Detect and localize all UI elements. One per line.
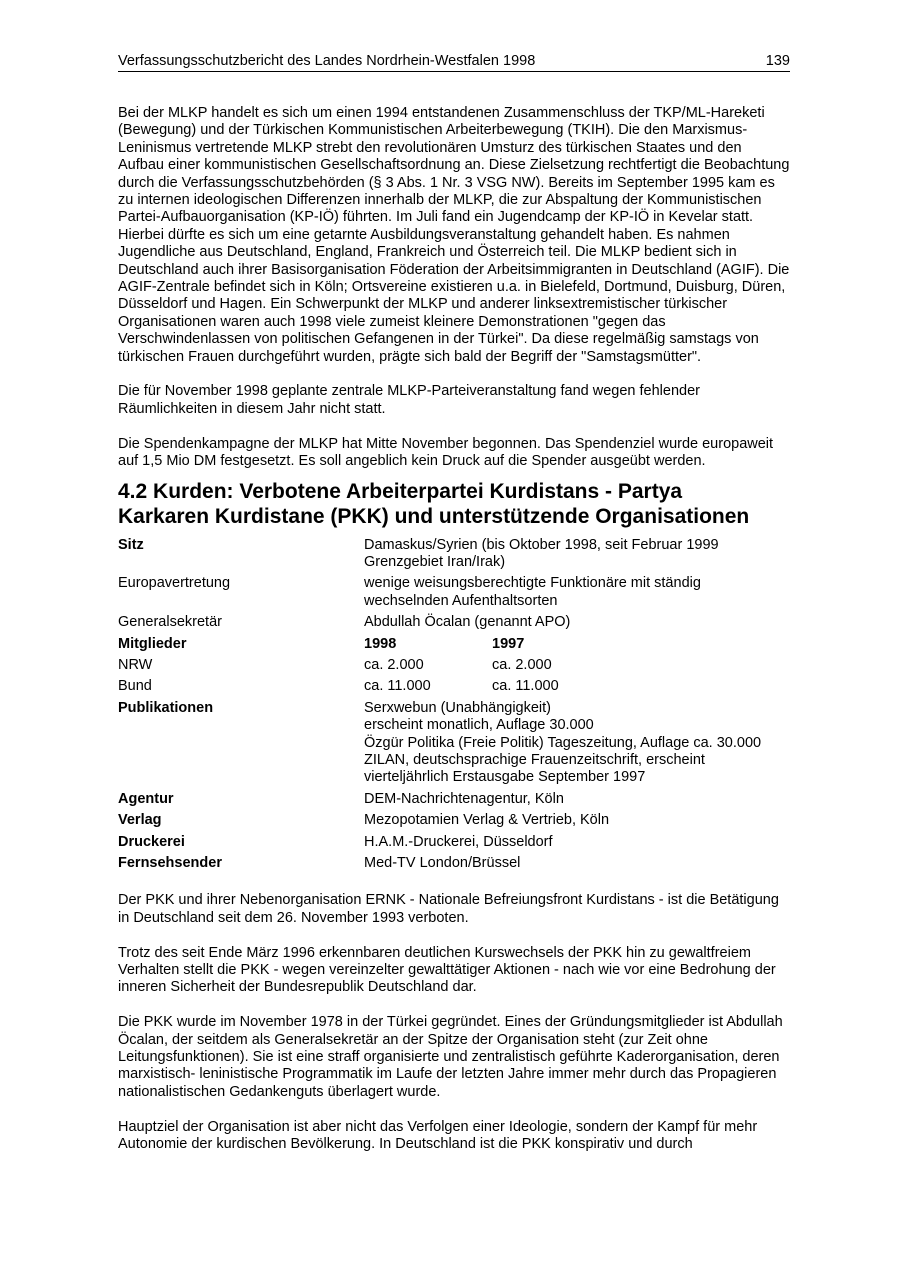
- info-label: Publikationen: [118, 699, 214, 716]
- info-label: Druckerei: [118, 833, 185, 850]
- info-label: Generalsekretär: [118, 614, 222, 631]
- paragraph: Der PKK und ihrer Nebenorganisation ERNK - Nationale Befreiungsfront Kurdistans - ist die Betätigung in Deutschland seit dem 26. November 1993 verboten.: [118, 892, 779, 926]
- organization-info-table: [118, 537, 790, 877]
- year-header: 1998: [364, 635, 397, 652]
- info-value: DEM-Nachrichtenagentur, Köln: [364, 790, 564, 807]
- info-label: Verlag: [118, 812, 162, 829]
- section-heading: [118, 479, 790, 529]
- info-value: [364, 700, 790, 791]
- member-count: ca. 11.000: [364, 678, 431, 695]
- info-value-line: wenige weisungsberechtigte Funktionäre mit ständig: [364, 575, 701, 592]
- info-row-sitz: [118, 537, 790, 576]
- page-body: [118, 105, 790, 1171]
- paragraph: Trotz des seit Ende März 1996 erkennbaren deutlichen Kurswechsels der PKK hin zu gewaltfreiem Verhalten stellt die PKK - wegen vereinzelter gewalttätiger Aktionen - nach wie vor eine Bedrohung der inneren Sicherheit der Bundesrepublik Deutschland dar.: [118, 944, 776, 996]
- info-label: Europavertretung: [118, 575, 231, 592]
- info-row-bund: [118, 678, 790, 699]
- info-value: [364, 575, 790, 614]
- info-label: NRW: [118, 656, 153, 673]
- info-label: Mitglieder: [118, 635, 187, 652]
- info-value-line: ZILAN, deutschsprachige Frauenzeitschrift, erscheint: [364, 751, 705, 768]
- info-row-agentur: [118, 791, 790, 812]
- paragraph: Hauptziel der Organisation ist aber nicht das Verfolgen einer Ideologie, sondern der Kampf für mehr Autonomie der kurdischen Bevölkerung. In Deutschland ist die PKK konspirativ und durch: [118, 1118, 758, 1153]
- info-row-europavertretung: [118, 575, 790, 614]
- section-heading-line: 4.2 Kurden: Verbotene Arbeiterpartei Kurdistans - Partya: [118, 479, 683, 503]
- info-label: Bund: [118, 678, 152, 695]
- member-count: ca. 2.000: [492, 656, 552, 673]
- paragraph: Die für November 1998 geplante zentrale MLKP-Parteiveranstaltung fand wegen fehlender Räumlichkeiten in diesem Jahr nicht statt.: [118, 383, 700, 417]
- paragraph: Bei der MLKP handelt es sich um einen 1994 entstandenen Zusammenschluss der TKP/ML-Hareketi (Bewegung) und der Türkischen Kommunistischen Arbeiterbewegung (TKIH). Die den Marxismus-Leninismus vertretende MLKP strebt den revolutionären Umsturz des türkischen Staates und den Aufbau einer kommunistischen Gesellschaftsordnung an. Diese Zielsetzung rechtfertigt die Beobachtung durch die Verfassungsschutzbehörden (§ 3 Abs. 1 Nr. 3 VSG NW). Bereits im September 1995 kam es zu internen ideologischen Differenzen innerhalb der MLKP, die zur Abspaltung der Kommunistischen Partei-Aufbauorganisation (KP-IÖ) führten. Im Juli fand ein Jugendcamp der KP-IÖ in Kevelar statt. Hierbei dürfte es sich um eine getarnte Ausbildungsveranstaltung gehandelt haben. Es nahmen Jugendliche aus Deutschland, England, Frankreich und Österreich teil. Die MLKP bedient sich in Deutschland auch ihrer Basisorganisation Föderation der Arbeitsimmigranten in Deutschland (AGIF). Die AGIF-Zentrale befindet sich in Köln; Ortsvereine existieren u.a. in Bielefeld, Dortmund, Duisburg, Düren, Düsseldorf und Hagen. Ein Schwerpunkt der MLKP und anderer linksextremistischer türkischer Organisationen waren auch 1998 viele zumeist kleinere Demonstrationen "gegen das Verschwindenlassen von politischen Gefangenen in der Türkei". Da diese regelmäßig samstags von türkischen Frauen durchgeführt wurden, prägte sich bald der Begriff der "Samstagsmütter".: [118, 105, 790, 365]
- info-label: Agentur: [118, 790, 174, 807]
- info-value-line: erscheint monatlich, Auflage 30.000: [364, 717, 594, 734]
- paragraph: Die Spendenkampagne der MLKP hat Mitte November begonnen. Das Spendenziel wurde europaweit auf 1,5 Mio DM festgesetzt. Es soll angeblich kein Druck auf die Spender ausgeübt werden.: [118, 435, 774, 470]
- page-number: 139: [765, 53, 790, 69]
- year-header: 1997: [492, 635, 525, 652]
- section-heading-line: Karkaren Kurdistane (PKK) und unterstützende Organisationen: [118, 504, 750, 528]
- member-count: ca. 11.000: [492, 678, 559, 695]
- info-label: Fernsehsender: [118, 855, 222, 871]
- info-value: Mezopotamien Verlag & Vertrieb, Köln: [364, 812, 610, 829]
- page-header: [118, 52, 790, 72]
- info-row-druckerei: [118, 834, 790, 855]
- info-row-mitglieder: [118, 636, 790, 657]
- paragraph: Die PKK wurde im November 1978 in der Türkei gegründet. Eines der Gründungsmitglieder ist Abdullah Öcalan, der seitdem als Generalsekretär an der Spitze der Organisation steht (zur Zeit ohne Leitungsfunktionen). Sie ist eine straff organisierte und zentralistisch geführte Kaderorganisation, deren marxistisch- leninistische Programmatik im Laufe der letzten Jahre immer mehr durch das Propagieren nationalistischen Gedankenguts überlagert wurde.: [118, 1014, 783, 1100]
- info-value: Med-TV London/Brüssel: [364, 855, 521, 871]
- info-value-line: wechselnden Aufenthaltsorten: [364, 592, 558, 609]
- info-row-fernsehsender: [118, 855, 790, 876]
- info-label: Sitz: [118, 536, 144, 553]
- header-title: Verfassungsschutzbericht des Landes Nordrhein-Westfalen 1998: [118, 53, 536, 69]
- info-row-nrw: [118, 657, 790, 678]
- info-row-verlag: [118, 812, 790, 833]
- member-count: ca. 2.000: [364, 656, 424, 673]
- info-value-line: Grenzgebiet Iran/Irak): [364, 553, 506, 570]
- info-value-line: Özgür Politika (Freie Politik) Tageszeitung, Auflage ca. 30.000: [364, 734, 762, 751]
- info-value-line: Serxwebun (Unabhängigkeit): [364, 699, 551, 716]
- info-value: Abdullah Öcalan (genannt APO): [364, 614, 571, 631]
- info-row-generalsekretaer: [118, 614, 790, 635]
- info-value-line: Damaskus/Syrien (bis Oktober 1998, seit Februar 1999: [364, 536, 719, 553]
- info-value: [364, 537, 790, 576]
- info-value: H.A.M.-Druckerei, Düsseldorf: [364, 833, 553, 850]
- info-value-line: vierteljährlich Erstausgabe September 1997: [364, 769, 646, 786]
- info-row-publikationen: [118, 700, 790, 791]
